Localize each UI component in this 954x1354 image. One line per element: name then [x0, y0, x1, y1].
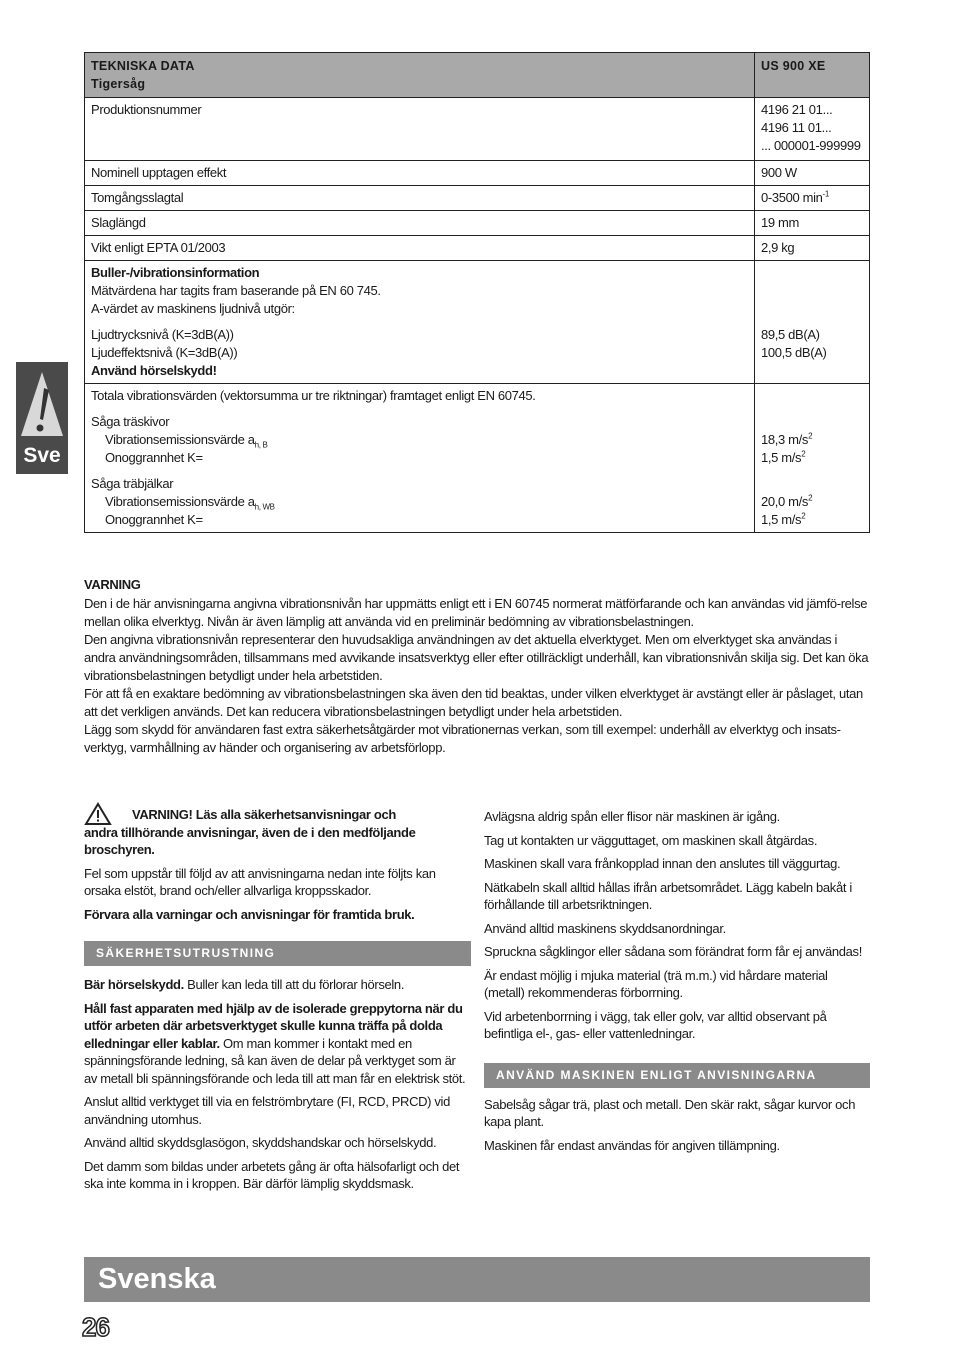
- page-number: 26: [82, 1312, 109, 1342]
- noise-row: [85, 261, 870, 384]
- vibration-value: [761, 493, 863, 511]
- row-label: Slaglängd: [85, 211, 755, 236]
- value-text: 1,5 m/s: [761, 512, 802, 527]
- lead-rest: Om man kommer i kontakt med en spänningsförande ledning, så kan även de delar på verktyget som är av metall bli spänningsförande och leda till att man får en elektrisk stöt.: [84, 1035, 466, 1086]
- vibration-subscript: h, WB: [254, 502, 275, 512]
- header-subtitle: Tigersåg: [91, 77, 146, 91]
- sound-pressure-value: 89,5 dB(A): [761, 327, 820, 342]
- row-value: [755, 186, 870, 211]
- paragraph: Maskinen får endast användas för angiven tillämpning.: [484, 1137, 780, 1153]
- language-code: Sve: [23, 444, 61, 467]
- header-model: US 900 XE: [755, 53, 870, 98]
- language-side-tab: [16, 362, 68, 474]
- vibration-values: [755, 384, 870, 533]
- stroke-rate-value: 0-3500 min: [761, 190, 823, 205]
- unit-exponent: 2: [801, 511, 806, 521]
- row-value: 19 mm: [755, 211, 870, 236]
- row-label: Nominell upptagen effekt: [85, 161, 755, 186]
- paragraph-bold: Förvara alla varningar och anvisningar för framtida bruk.: [84, 906, 415, 922]
- uncertainty-value: [761, 449, 863, 467]
- warning-icon: [19, 368, 65, 440]
- list-item: Nätkabeln skall alltid hållas ifrån arbetsområdet. Lägg kabeln bakåt i förhållande till arbetsriktningen.: [484, 879, 852, 912]
- table-row: [85, 98, 870, 161]
- uncertainty-value: [761, 511, 863, 529]
- left-column: [84, 806, 471, 1199]
- list-item: Använd alltid maskinens skyddsanordningar.: [484, 920, 726, 936]
- footer-language-title: Svenska: [98, 1263, 216, 1295]
- vibration-intro: Totala vibrationsvärden (vektorsumma ur tre riktningar) framtaget enligt EN 60745.: [91, 388, 536, 403]
- value-text: 1,5 m/s: [761, 450, 802, 465]
- right-column: [484, 808, 870, 1160]
- row-value: 2,9 kg: [755, 236, 870, 261]
- row-value: [755, 98, 870, 161]
- table-header-row: [85, 53, 870, 98]
- warning-triangle-icon: [84, 802, 112, 826]
- vibration-row: [85, 384, 870, 533]
- unit-exponent: -1: [822, 189, 829, 199]
- list-item: Vid arbetenborrning i vägg, tak eller golv, var alltid observant på befintliga el-, gas- eller vattenledningar.: [484, 1008, 827, 1041]
- list-item: Spruckna sågklingor eller sådana som förändrat form får ej användas!: [484, 944, 862, 959]
- section-heading-safety: SÄKERHETSUTRUSTNING: [84, 941, 471, 966]
- uncertainty-label: Onoggrannhet K=: [105, 512, 203, 527]
- vibration-value: [761, 431, 863, 449]
- footer-language-bar: [84, 1257, 870, 1302]
- list-item: Avlägsna aldrig spån eller flisor när maskinen är igång.: [484, 809, 780, 824]
- warning-paragraph: För att få en exaktare bedömning av vibrationsbelastningen ska även den tid beaktas, under vilken elverktyget är avstängt eller är påslaget, utan att det verkligen används. Det kan reducera vibrationsbelastningen betydligt under hela arbetstiden.: [84, 686, 863, 719]
- paragraph: [84, 976, 471, 994]
- noise-line: A-värdet av maskinens ljudnivå utgör:: [91, 301, 295, 316]
- noise-info: [85, 261, 755, 384]
- vibration-label: [91, 493, 748, 511]
- unit-exponent: 2: [808, 431, 813, 441]
- vibration-group-title: Såga träskivor: [91, 414, 170, 429]
- list-item: Tag ut kontakten ur vägguttaget, om maskinen skall åtgärdas.: [484, 832, 818, 848]
- header-title: TEKNISKA DATA: [91, 59, 195, 73]
- vibration-subscript: h, B: [254, 440, 268, 450]
- value-text: 18,3 m/s: [761, 432, 809, 447]
- technical-data-table: [84, 52, 870, 533]
- noise-title: Buller-/vibrationsinformation: [91, 265, 260, 280]
- warning-paragraph: Den angivna vibrationsnivån representerar den huvudsakliga användningen av det aktuella elverktyget. Men om elverktyget ska användas i andra användningsområden, tillsammans med avvikande insatsverktyg eller efter otillräckligt underhåll, kan vibrationsnivån skilja sig. Det kan öka vibrationsbelastningen betydligt under hela arbetstiden.: [84, 632, 869, 683]
- production-number-line: ... 000001-999999: [761, 138, 861, 153]
- lead-bold: Bär hörselskydd.: [84, 977, 184, 992]
- noise-line: Mätvärdena har tagits fram baserande på EN 60 745.: [91, 283, 381, 298]
- section-heading-usage: ANVÄND MASKINEN ENLIGT ANVISNINGARNA: [484, 1063, 870, 1088]
- table-row: [85, 236, 870, 261]
- unit-exponent: 2: [801, 449, 806, 459]
- header-title-cell: [85, 53, 755, 98]
- paragraph: Anslut alltid verktyget till via en felströmbrytare (FI, RCD, PRCD) vid användning utomhus.: [84, 1094, 450, 1127]
- paragraph: Sabelsåg sågar trä, plast och metall. Den skär rakt, sågar kurvor och kapa plant.: [484, 1096, 856, 1129]
- general-warning-text: VARNING! Läs alla säkerhetsanvisningar och: [132, 807, 396, 822]
- vibration-label-text: Vibrationsemissionsvärde a: [105, 494, 255, 509]
- production-number-line: 4196 11 01...: [761, 120, 832, 135]
- paragraph: Fel som uppstår till följd av att anvisningarna nedan inte följts kan orsaka elstöt, brand och/eller allvarliga kroppsskador.: [84, 865, 436, 898]
- warning-paragraph: Den i de här anvisningarna angivna vibrationsnivån har uppmätts enligt ett i EN 60745 normerat mätförfarande och kan användas vid jämfö-relse mellan olika elverktyg. Nivån är även lämplig att använda vid en preliminär bedömning av vibrationsbelastningen.: [84, 596, 868, 629]
- hearing-protection-note: Använd hörselskydd!: [91, 363, 217, 378]
- vibration-label: [91, 431, 748, 449]
- row-label: Produktionsnummer: [85, 98, 755, 161]
- warning-paragraph: Lägg som skydd för användaren fast extra säkerhetsåtgärder mot vibrationernas verkan, som till exempel: underhåll av elverktyg och insats-verktyg, varmhållning av händer och organisering av arbetsförlopp.: [84, 722, 841, 755]
- general-warning-line: [84, 806, 471, 824]
- sound-pressure-label: Ljudtrycksnivå (K=3dB(A)): [91, 327, 234, 342]
- list-item: Är endast möjlig i mjuka material (trä m.m.) vid hårdare material (metall) rekommenderas förborrning.: [484, 967, 828, 1000]
- value-text: 20,0 m/s: [761, 494, 809, 509]
- table-row: [85, 211, 870, 236]
- uncertainty-label: Onoggrannhet K=: [105, 450, 203, 465]
- vibration-info: [85, 384, 755, 533]
- row-label: Vikt enligt EPTA 01/2003: [85, 236, 755, 261]
- list-item: Maskinen skall vara frånkopplad innan den anslutes till väggurtag.: [484, 856, 841, 871]
- vibration-group-title: Såga träbjälkar: [91, 476, 174, 491]
- row-value: 900 W: [755, 161, 870, 186]
- warning-heading: VARNING: [84, 577, 141, 592]
- lead-bold: Håll fast apparaten med hjälp av de isolerade greppytorna när du utför arbeten där arbetsverktyget skulle kunna träffa på dolda elledningar eller kablar.: [84, 1000, 463, 1051]
- general-warning-text-cont: andra tillhörande anvisningar, även de i den medföljande broschyren.: [84, 824, 416, 857]
- paragraph: Använd alltid skyddsglasögon, skyddshandskar och hörselskydd.: [84, 1135, 437, 1150]
- sound-power-value: 100,5 dB(A): [761, 345, 827, 360]
- lead-rest: Buller kan leda till att du förlorar hörseln.: [183, 977, 405, 992]
- paragraph: [84, 1000, 471, 1088]
- vibration-warning-section: [84, 576, 870, 757]
- sound-power-label: Ljudeffektsnivå (K=3dB(A)): [91, 345, 238, 360]
- table-row: [85, 161, 870, 186]
- table-row: [85, 186, 870, 211]
- paragraph: Det damm som bildas under arbetets gång är ofta hälsofarligt och det ska inte komma in i kroppen. Bär därför lämplig skyddsmask.: [84, 1158, 460, 1191]
- row-label: Tomgångsslagtal: [85, 186, 755, 211]
- noise-values: [755, 261, 870, 384]
- production-number-line: 4196 21 01...: [761, 102, 833, 117]
- unit-exponent: 2: [808, 493, 813, 503]
- vibration-label-text: Vibrationsemissionsvärde a: [105, 432, 255, 447]
